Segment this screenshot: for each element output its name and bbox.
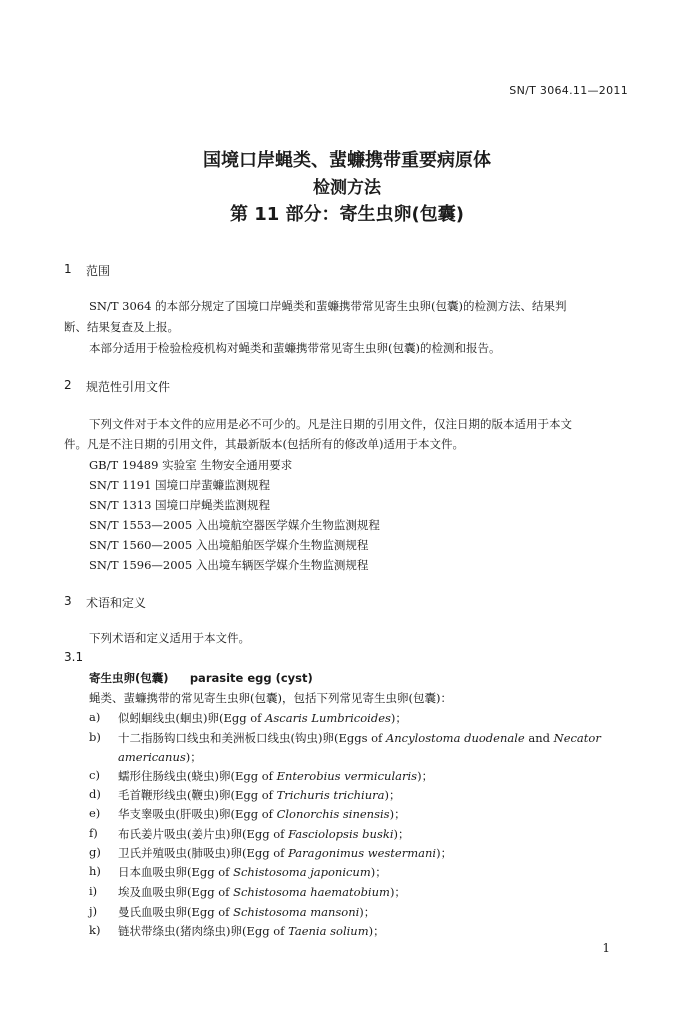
text-run: 毛首鞭形线虫(鞭虫)卵(Egg of [118,788,277,802]
section-number: 3 [64,594,72,608]
species-name: americanus [118,750,186,764]
text-run: and [524,731,554,745]
term-english: parasite egg (cyst) [189,671,313,685]
text-run: 华支睾吸虫(肝吸虫)卵(Egg of [118,807,277,821]
page-number: 1 [602,941,610,955]
text-run: )； [393,827,410,841]
section-2-intro-line-1: 下列文件对于本文件的应用是必不可少的。凡是注日期的引用文件，仅注日期的版本适用于本文 [89,417,572,431]
list-item-label: c) [89,768,100,782]
text-run: )； [389,885,406,899]
species-name: Schistosoma mansoni [233,905,360,919]
text-run: 卫氏并殖吸虫(肺吸虫)卵(Egg of [118,846,289,860]
text-run: )； [368,924,385,938]
list-item-continuation [118,749,202,765]
text-run: )； [390,711,407,725]
list-item-text [118,845,452,861]
section-3-intro: 下列术语和定义适用于本文件。 [89,631,250,645]
list-item-label: k) [89,923,101,937]
term-heading [89,670,313,686]
text-run: 蠕形住肠线虫(蛲虫)卵(Egg of [118,769,277,783]
list-item-label: h) [89,864,101,878]
list-item-label: b) [89,730,101,744]
species-name: Ascaris Lumbricoides [265,711,391,725]
text-run: )； [436,846,453,860]
text-run: 似蚓蛔线虫(蛔虫)卵(Egg of [118,711,266,725]
section-title: 术语和定义 [86,596,147,610]
list-item-label: d) [89,787,101,801]
list-item-text [118,806,406,822]
list-item-label: e) [89,806,101,820]
title-line-3: 第 11 部分：寄生虫卵(包囊) [229,204,465,225]
list-item-text [118,864,387,880]
species-name: Enterobius vermicularis [276,769,418,783]
reference-item: SN/T 1596—2005 入出境车辆医学媒介生物监测规程 [89,558,369,572]
subsection-number: 3.1 [64,650,84,664]
list-item-text [118,923,385,939]
list-item-label: g) [89,845,101,859]
section-number: 2 [64,378,72,392]
reference-item: SN/T 1191 国境口岸蜚蠊监测规程 [89,478,271,492]
reference-item: SN/T 1313 国境口岸蝇类监测规程 [89,498,271,512]
species-name: Paragonimus westermani [288,846,437,860]
term-chinese: 寄生虫卵(包囊) [89,671,169,685]
list-item-text [118,904,375,920]
title-line-2: 检测方法 [313,178,381,198]
list-item-text [118,710,407,726]
text-run: )； [417,769,434,783]
species-name: Schistosoma japonicum [233,865,371,879]
reference-item: SN/T 1560—2005 入出境船舶医学媒介生物监测规程 [89,538,369,552]
species-name: Schistosoma haematobium [233,885,390,899]
text-run: )； [389,807,406,821]
list-item-text [118,787,401,803]
text-run: 日本血吸虫卵(Egg of [118,865,234,879]
term-definition: 蝇类、蜚蠊携带的常见寄生虫卵(包囊)，包括下列常见寄生虫卵(包囊)： [89,691,452,705]
species-name: Ancylostoma duodenale [385,731,525,745]
list-item-text [118,730,601,746]
species-name: Taenia solium [288,924,369,938]
text-run: )； [185,750,202,764]
list-item-text [118,884,406,900]
species-name: Trichuris trichiura [276,788,385,802]
reference-item: GB/T 19489 实验室 生物安全通用要求 [89,458,293,472]
species-name: Necator [553,731,601,745]
section-number: 1 [64,262,72,276]
standard-number: SN/T 3064.11—2011 [509,84,628,97]
text-run: 曼氏血吸虫卵(Egg of [118,905,234,919]
list-item-text [118,826,410,842]
species-name: Fasciolopsis buski [288,827,394,841]
section-1-paragraph-1-line-1: SN/T 3064 的本部分规定了国境口岸蝇类和蜚蠊携带常见寄生虫卵(包囊)的检测方法、结果判 [89,299,567,313]
text-run: 十二指肠钩口线虫和美洲板口线虫(钩虫)卵(Eggs of [118,731,386,745]
title-line-1: 国境口岸蝇类、蜚蠊携带重要病原体 [203,150,491,171]
section-2-intro-line-2: 件。凡是不注日期的引用文件，其最新版本(包括所有的修改单)适用于本文件。 [64,437,464,451]
section-1-paragraph-1-line-2: 断、结果复查及上报。 [64,320,179,334]
text-run: )； [370,865,387,879]
text-run: 布氏姜片吸虫(姜片虫)卵(Egg of [118,827,289,841]
text-run: )； [384,788,401,802]
text-run: )； [359,905,376,919]
list-item-text [118,768,433,784]
species-name: Clonorchis sinensis [276,807,390,821]
section-1-paragraph-2: 本部分适用于检验检疫机构对蝇类和蜚蠊携带常见寄生虫卵(包囊)的检测和报告。 [89,341,501,355]
text-run: 埃及血吸虫卵(Egg of [118,885,234,899]
text-run: 链状带绦虫(猪肉绦虫)卵(Egg of [118,924,289,938]
list-item-label: a) [89,710,101,724]
section-title: 规范性引用文件 [86,380,171,394]
list-item-label: i) [89,884,98,898]
reference-item: SN/T 1553—2005 入出境航空器医学媒介生物监测规程 [89,518,380,532]
list-item-label: f) [89,826,98,840]
list-item-label: j) [89,904,98,918]
section-title: 范围 [86,264,111,278]
